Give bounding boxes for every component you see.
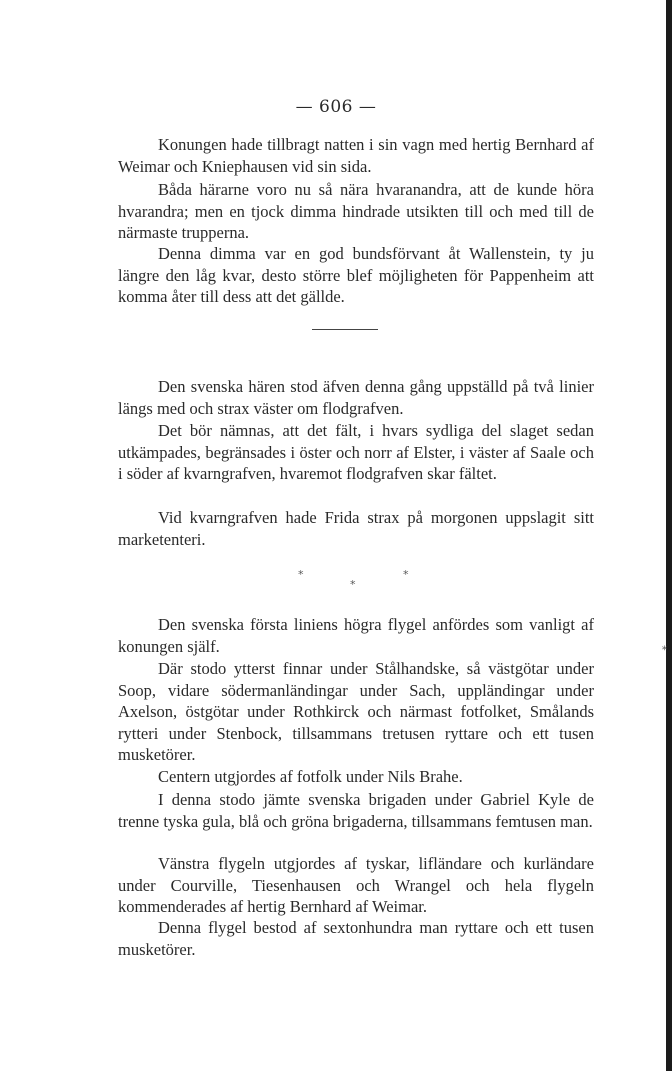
paragraph: Det bör nämnas, att det fält, i hvars sydliga del slaget sedan utkämpades, begränsades i öster och norr af Elster, i väster af Saale och i söder af kvarngrafven, hvaremot flodgrafven skar fältet. [118,421,594,483]
paragraph: Denna dimma var en god bundsförvant åt Wallenstein, ty ju längre den låg kvar, desto större blef möjligheten för Pappenheim att komma åter till dess att det gällde. [118,244,594,306]
page-number: — 606 — [295,97,377,117]
paragraph: Vänstra flygeln utgjordes af tyskar, lifländare och kurländare under Courville, Tiesenhausen och Wrangel och hela flygeln kommenderades af hertig Bernhard af Weimar. [118,854,594,916]
asterism-star: * [298,568,304,581]
paragraph: Den svenska hären stod äfven denna gång uppställd på två linier längs med och strax väster om flodgrafven. [118,377,594,418]
paragraph: Vid kvarngrafven hade Frida strax på morgonen uppslagit sitt marketenteri. [118,508,594,549]
paragraph: Den svenska första liniens högra flygel anfördes som vanligt af konungen själf. [118,615,594,656]
paragraph: Båda härarne voro nu så nära hvaranandra, att de kunde höra hvarandra; men en tjock dimma hindrade utsikten till och med till de närmaste trupperna. [118,180,594,242]
page-edge [666,0,672,1071]
section-divider [312,329,378,330]
paragraph: Centern utgjordes af fotfolk under Nils Brahe. [158,767,463,786]
asterism-star: * [403,568,409,581]
paragraph: Där stodo ytterst finnar under Stålhandske, så västgötar under Soop, vidare södermanländingar under Sach, uppländingar under Axelson, östgötar under Rothkirck och närmast fotfolket, Smålands rytteri under Stenbock, tillsammans tretusen ryttare och ett tusen musketörer. [118,659,594,764]
paragraph: Denna flygel bestod af sextonhundra man ryttare och ett tusen musketörer. [118,918,594,959]
paragraph: Konungen hade tillbragt natten i sin vagn med hertig Bernhard af Weimar och Kniephausen vid sin sida. [118,135,594,176]
paragraph: I denna stodo jämte svenska brigaden under Gabriel Kyle de trenne tyska gula, blå och gröna brigaderna, tillsammans femtusen man. [118,790,594,831]
margin-mark: * [662,645,667,656]
asterism-star: * [350,578,356,591]
